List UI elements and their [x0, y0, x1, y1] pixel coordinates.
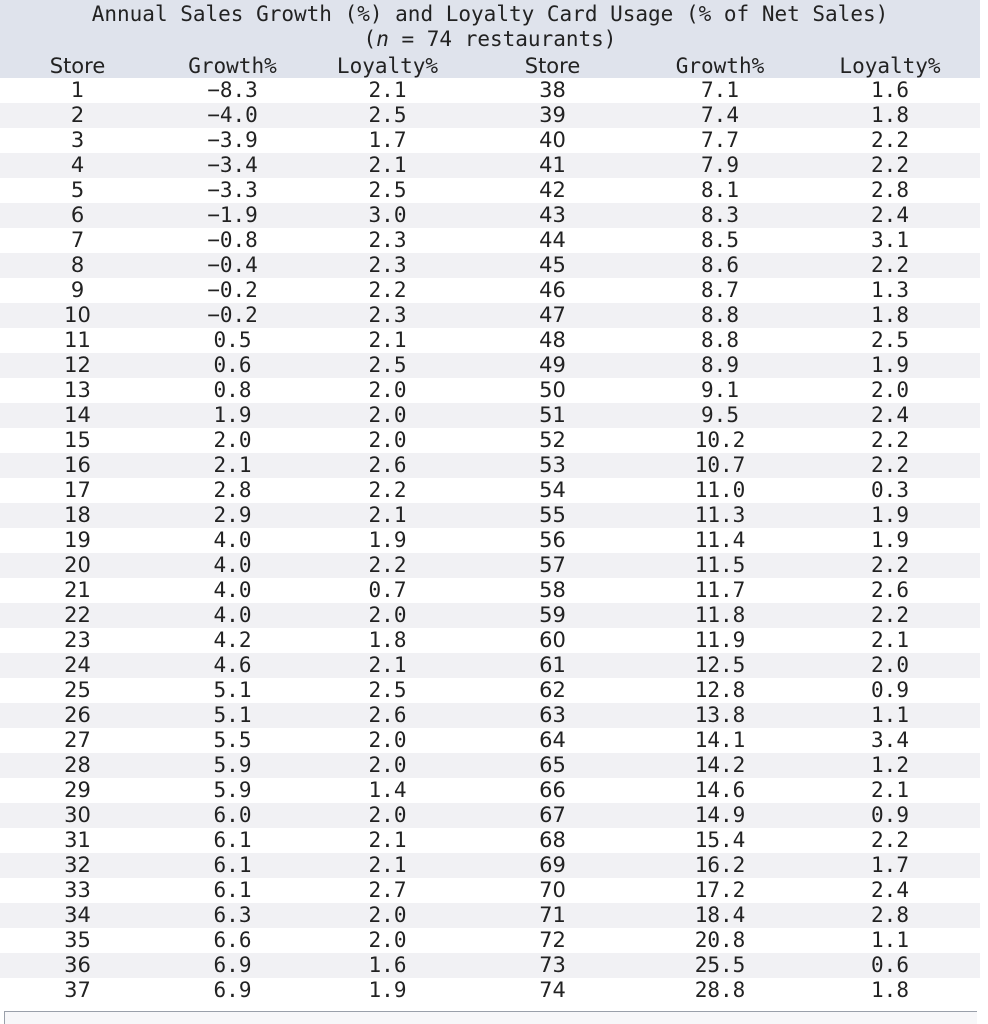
cell-store-2: 54 [465, 478, 640, 503]
cell-growth-2: 14.6 [640, 778, 800, 803]
cell-loyalty: 2.2 [310, 553, 465, 578]
cell-loyalty-2: 1.9 [800, 503, 980, 528]
table-row [0, 478, 980, 503]
cell-store: 1 [0, 78, 155, 103]
cell-growth-2: 8.7 [640, 278, 800, 303]
cell-loyalty-2: 1.2 [800, 753, 980, 778]
cell-growth: −4.0 [155, 103, 310, 128]
cell-loyalty-2: 1.1 [800, 703, 980, 728]
col-header-growth-2: Growth% [640, 55, 800, 78]
table-row [0, 503, 980, 528]
cell-loyalty-2: 1.9 [800, 528, 980, 553]
cell-loyalty: 2.1 [310, 853, 465, 878]
cell-loyalty-2: 1.6 [800, 78, 980, 103]
cell-loyalty-2: 1.8 [800, 103, 980, 128]
cell-store-2: 57 [465, 553, 640, 578]
cell-store-2: 41 [465, 153, 640, 178]
cell-store-2: 61 [465, 653, 640, 678]
cell-store-2: 60 [465, 628, 640, 653]
cell-store-2: 67 [465, 803, 640, 828]
table-row [0, 853, 980, 878]
cell-loyalty-2: 1.8 [800, 303, 980, 328]
table-row [0, 603, 980, 628]
table-row [0, 178, 980, 203]
cell-store: 9 [0, 278, 155, 303]
table-row [0, 703, 980, 728]
cell-growth: 0.6 [155, 353, 310, 378]
table-row [0, 953, 980, 978]
cell-store: 20 [0, 553, 155, 578]
cell-growth: 6.6 [155, 928, 310, 953]
table-row [0, 253, 980, 278]
cell-growth: 1.9 [155, 403, 310, 428]
cell-growth-2: 7.1 [640, 78, 800, 103]
cell-loyalty-2: 0.6 [800, 953, 980, 978]
cell-growth-2: 8.9 [640, 353, 800, 378]
cell-growth: 5.9 [155, 778, 310, 803]
cell-store: 11 [0, 328, 155, 353]
cell-store: 32 [0, 853, 155, 878]
table-title: Annual Sales Growth (%) and Loyalty Card Usage (% of Net Sales) [91, 2, 889, 26]
data-table [0, 55, 980, 1003]
cell-growth: 6.1 [155, 878, 310, 903]
table-row [0, 453, 980, 478]
cell-loyalty: 2.1 [310, 328, 465, 353]
cell-growth: 4.6 [155, 653, 310, 678]
table-row [0, 78, 980, 103]
cell-loyalty: 2.1 [310, 828, 465, 853]
cell-store: 27 [0, 728, 155, 753]
cell-loyalty: 2.0 [310, 403, 465, 428]
table-row [0, 228, 980, 253]
cell-loyalty-2: 1.8 [800, 978, 980, 1003]
cell-growth: −3.9 [155, 128, 310, 153]
cell-growth-2: 10.7 [640, 453, 800, 478]
cell-loyalty-2: 2.6 [800, 578, 980, 603]
cell-growth: 4.0 [155, 603, 310, 628]
subtitle-open: ( [363, 27, 377, 51]
table-row [0, 578, 980, 603]
cell-growth-2: 8.8 [640, 303, 800, 328]
cell-store-2: 70 [465, 878, 640, 903]
col-header-loyalty-2: Loyalty% [800, 55, 980, 78]
cell-growth-2: 11.7 [640, 578, 800, 603]
cell-growth: 4.0 [155, 553, 310, 578]
cell-loyalty-2: 1.7 [800, 853, 980, 878]
cell-growth: −8.3 [155, 78, 310, 103]
cell-loyalty-2: 2.2 [800, 253, 980, 278]
cell-growth: 4.0 [155, 578, 310, 603]
cell-growth: 6.3 [155, 903, 310, 928]
cell-growth: 6.9 [155, 953, 310, 978]
cell-store-2: 42 [465, 178, 640, 203]
col-header-store: Store [0, 55, 155, 78]
cell-loyalty: 2.3 [310, 253, 465, 278]
table-row [0, 553, 980, 578]
cell-store-2: 55 [465, 503, 640, 528]
cell-store-2: 46 [465, 278, 640, 303]
cell-growth: 2.0 [155, 428, 310, 453]
cell-loyalty-2: 2.2 [800, 453, 980, 478]
cell-store: 16 [0, 453, 155, 478]
cell-loyalty-2: 2.2 [800, 603, 980, 628]
cell-loyalty-2: 2.0 [800, 653, 980, 678]
cell-loyalty: 2.1 [310, 653, 465, 678]
cell-growth: −0.2 [155, 303, 310, 328]
cell-loyalty-2: 2.2 [800, 428, 980, 453]
table-row [0, 128, 980, 153]
cell-growth-2: 20.8 [640, 928, 800, 953]
cell-growth: −1.9 [155, 203, 310, 228]
cell-loyalty: 0.7 [310, 578, 465, 603]
cell-loyalty-2: 1.9 [800, 353, 980, 378]
cell-loyalty: 2.0 [310, 928, 465, 953]
table-row [0, 928, 980, 953]
table-row [0, 728, 980, 753]
cell-growth-2: 25.5 [640, 953, 800, 978]
cell-store-2: 48 [465, 328, 640, 353]
table-row [0, 303, 980, 328]
table-row [0, 428, 980, 453]
cell-store: 36 [0, 953, 155, 978]
cell-loyalty-2: 2.0 [800, 378, 980, 403]
cell-growth: −3.3 [155, 178, 310, 203]
cell-store: 23 [0, 628, 155, 653]
col-header-store-2: Store [465, 55, 640, 78]
cell-store: 31 [0, 828, 155, 853]
cell-loyalty-2: 2.2 [800, 128, 980, 153]
table-row [0, 978, 980, 1003]
table-row [0, 828, 980, 853]
cell-growth-2: 14.2 [640, 753, 800, 778]
cell-store-2: 52 [465, 428, 640, 453]
cell-store: 7 [0, 228, 155, 253]
cell-loyalty: 2.0 [310, 803, 465, 828]
cell-store: 10 [0, 303, 155, 328]
cell-growth: 6.0 [155, 803, 310, 828]
cell-growth-2: 7.7 [640, 128, 800, 153]
cell-store: 24 [0, 653, 155, 678]
cell-growth-2: 8.5 [640, 228, 800, 253]
cell-store-2: 68 [465, 828, 640, 853]
cell-growth: 5.1 [155, 703, 310, 728]
table-caption [0, 0, 980, 55]
cell-loyalty-2: 2.5 [800, 328, 980, 353]
cell-growth-2: 16.2 [640, 853, 800, 878]
cell-growth-2: 8.6 [640, 253, 800, 278]
cell-store-2: 53 [465, 453, 640, 478]
table-body [0, 78, 980, 1003]
table-row [0, 878, 980, 903]
cell-growth: 2.1 [155, 453, 310, 478]
cell-loyalty-2: 2.1 [800, 628, 980, 653]
cell-store: 21 [0, 578, 155, 603]
cell-store-2: 47 [465, 303, 640, 328]
cell-store: 25 [0, 678, 155, 703]
cell-loyalty-2: 1.1 [800, 928, 980, 953]
cell-store-2: 74 [465, 978, 640, 1003]
cell-store: 8 [0, 253, 155, 278]
cell-store-2: 64 [465, 728, 640, 753]
cell-growth: 2.8 [155, 478, 310, 503]
cell-loyalty: 2.5 [310, 103, 465, 128]
cell-growth-2: 11.3 [640, 503, 800, 528]
subtitle-n: n [376, 27, 389, 51]
table-row [0, 328, 980, 353]
cell-growth: 5.9 [155, 753, 310, 778]
cell-store-2: 50 [465, 378, 640, 403]
table-row [0, 753, 980, 778]
cell-loyalty-2: 0.9 [800, 803, 980, 828]
cell-growth-2: 9.1 [640, 378, 800, 403]
cell-store-2: 44 [465, 228, 640, 253]
cell-loyalty: 2.0 [310, 728, 465, 753]
cell-store-2: 51 [465, 403, 640, 428]
cell-loyalty-2: 2.1 [800, 778, 980, 803]
cell-growth: −0.2 [155, 278, 310, 303]
cell-loyalty: 3.0 [310, 203, 465, 228]
cell-growth-2: 8.8 [640, 328, 800, 353]
cell-growth-2: 12.5 [640, 653, 800, 678]
table-subtitle [0, 27, 980, 52]
cell-loyalty: 2.0 [310, 753, 465, 778]
cell-growth: 0.8 [155, 378, 310, 403]
cell-store-2: 72 [465, 928, 640, 953]
cell-loyalty: 2.3 [310, 303, 465, 328]
cell-loyalty: 2.0 [310, 428, 465, 453]
cell-store: 26 [0, 703, 155, 728]
cell-loyalty: 2.5 [310, 178, 465, 203]
cell-growth: −3.4 [155, 153, 310, 178]
cell-store-2: 39 [465, 103, 640, 128]
cell-growth: 6.1 [155, 853, 310, 878]
cell-growth: 4.0 [155, 528, 310, 553]
table-row [0, 378, 980, 403]
cell-store-2: 73 [465, 953, 640, 978]
cell-growth: 5.5 [155, 728, 310, 753]
cell-growth-2: 9.5 [640, 403, 800, 428]
cell-loyalty: 2.0 [310, 378, 465, 403]
cell-store: 3 [0, 128, 155, 153]
cell-growth: 6.1 [155, 828, 310, 853]
cell-loyalty-2: 2.8 [800, 178, 980, 203]
cell-loyalty: 1.9 [310, 978, 465, 1003]
table-row [0, 903, 980, 928]
cell-growth-2: 13.8 [640, 703, 800, 728]
cell-loyalty-2: 2.2 [800, 153, 980, 178]
cell-growth: 0.5 [155, 328, 310, 353]
horizontal-scrollbar[interactable] [4, 1011, 977, 1024]
cell-loyalty-2: 3.4 [800, 728, 980, 753]
cell-growth-2: 18.4 [640, 903, 800, 928]
cell-growth-2: 17.2 [640, 878, 800, 903]
cell-loyalty: 2.1 [310, 78, 465, 103]
cell-store: 28 [0, 753, 155, 778]
cell-growth: 6.9 [155, 978, 310, 1003]
cell-loyalty: 1.7 [310, 128, 465, 153]
cell-growth-2: 28.8 [640, 978, 800, 1003]
cell-growth-2: 11.5 [640, 553, 800, 578]
cell-store: 14 [0, 403, 155, 428]
cell-store: 2 [0, 103, 155, 128]
cell-growth-2: 8.3 [640, 203, 800, 228]
cell-loyalty: 2.6 [310, 453, 465, 478]
cell-loyalty-2: 2.8 [800, 903, 980, 928]
cell-store-2: 66 [465, 778, 640, 803]
table-row [0, 628, 980, 653]
cell-loyalty: 2.1 [310, 503, 465, 528]
cell-loyalty-2: 2.4 [800, 878, 980, 903]
cell-loyalty-2: 2.2 [800, 828, 980, 853]
cell-loyalty: 2.6 [310, 703, 465, 728]
cell-store: 37 [0, 978, 155, 1003]
table-row [0, 653, 980, 678]
cell-store: 34 [0, 903, 155, 928]
table-row [0, 278, 980, 303]
cell-store: 12 [0, 353, 155, 378]
cell-growth-2: 11.8 [640, 603, 800, 628]
cell-loyalty: 1.8 [310, 628, 465, 653]
cell-loyalty: 1.4 [310, 778, 465, 803]
cell-loyalty-2: 2.4 [800, 203, 980, 228]
cell-growth: 4.2 [155, 628, 310, 653]
cell-store-2: 43 [465, 203, 640, 228]
cell-store-2: 63 [465, 703, 640, 728]
cell-store-2: 62 [465, 678, 640, 703]
cell-store-2: 49 [465, 353, 640, 378]
cell-loyalty: 1.9 [310, 528, 465, 553]
cell-store-2: 40 [465, 128, 640, 153]
table-row [0, 103, 980, 128]
table-row [0, 203, 980, 228]
cell-growth-2: 11.0 [640, 478, 800, 503]
cell-loyalty-2: 1.3 [800, 278, 980, 303]
cell-store: 4 [0, 153, 155, 178]
table-row [0, 403, 980, 428]
cell-growth-2: 8.1 [640, 178, 800, 203]
table-row [0, 803, 980, 828]
cell-store-2: 65 [465, 753, 640, 778]
table-row [0, 778, 980, 803]
cell-loyalty-2: 2.4 [800, 403, 980, 428]
cell-loyalty: 2.5 [310, 678, 465, 703]
table-row [0, 353, 980, 378]
cell-store: 33 [0, 878, 155, 903]
cell-store-2: 58 [465, 578, 640, 603]
cell-store: 35 [0, 928, 155, 953]
cell-store-2: 38 [465, 78, 640, 103]
subtitle-rest: = 74 restaurants) [388, 27, 617, 51]
cell-store-2: 69 [465, 853, 640, 878]
cell-growth-2: 12.8 [640, 678, 800, 703]
cell-loyalty: 2.2 [310, 278, 465, 303]
cell-loyalty-2: 0.3 [800, 478, 980, 503]
cell-loyalty-2: 3.1 [800, 228, 980, 253]
cell-store: 29 [0, 778, 155, 803]
cell-store-2: 59 [465, 603, 640, 628]
cell-store: 30 [0, 803, 155, 828]
cell-growth: −0.4 [155, 253, 310, 278]
cell-store: 18 [0, 503, 155, 528]
cell-loyalty-2: 0.9 [800, 678, 980, 703]
cell-store-2: 56 [465, 528, 640, 553]
cell-growth: 5.1 [155, 678, 310, 703]
table-row [0, 153, 980, 178]
cell-store: 15 [0, 428, 155, 453]
cell-growth-2: 11.9 [640, 628, 800, 653]
cell-store: 22 [0, 603, 155, 628]
cell-store-2: 71 [465, 903, 640, 928]
cell-loyalty: 2.0 [310, 903, 465, 928]
cell-loyalty: 2.1 [310, 153, 465, 178]
cell-loyalty-2: 2.2 [800, 553, 980, 578]
cell-loyalty: 2.2 [310, 478, 465, 503]
table-row [0, 678, 980, 703]
cell-growth: −0.8 [155, 228, 310, 253]
cell-store: 19 [0, 528, 155, 553]
cell-store: 6 [0, 203, 155, 228]
cell-growth-2: 14.1 [640, 728, 800, 753]
col-header-growth: Growth% [155, 55, 310, 78]
cell-loyalty: 2.7 [310, 878, 465, 903]
cell-store-2: 45 [465, 253, 640, 278]
cell-growth-2: 11.4 [640, 528, 800, 553]
header-row [0, 55, 980, 78]
cell-loyalty: 1.6 [310, 953, 465, 978]
cell-growth-2: 14.9 [640, 803, 800, 828]
cell-loyalty: 2.3 [310, 228, 465, 253]
cell-loyalty: 2.0 [310, 603, 465, 628]
cell-growth-2: 10.2 [640, 428, 800, 453]
table-row [0, 528, 980, 553]
cell-store: 17 [0, 478, 155, 503]
cell-store: 5 [0, 178, 155, 203]
cell-loyalty: 2.5 [310, 353, 465, 378]
col-header-loyalty: Loyalty% [310, 55, 465, 78]
cell-growth-2: 15.4 [640, 828, 800, 853]
cell-growth: 2.9 [155, 503, 310, 528]
cell-growth-2: 7.4 [640, 103, 800, 128]
cell-store: 13 [0, 378, 155, 403]
cell-growth-2: 7.9 [640, 153, 800, 178]
